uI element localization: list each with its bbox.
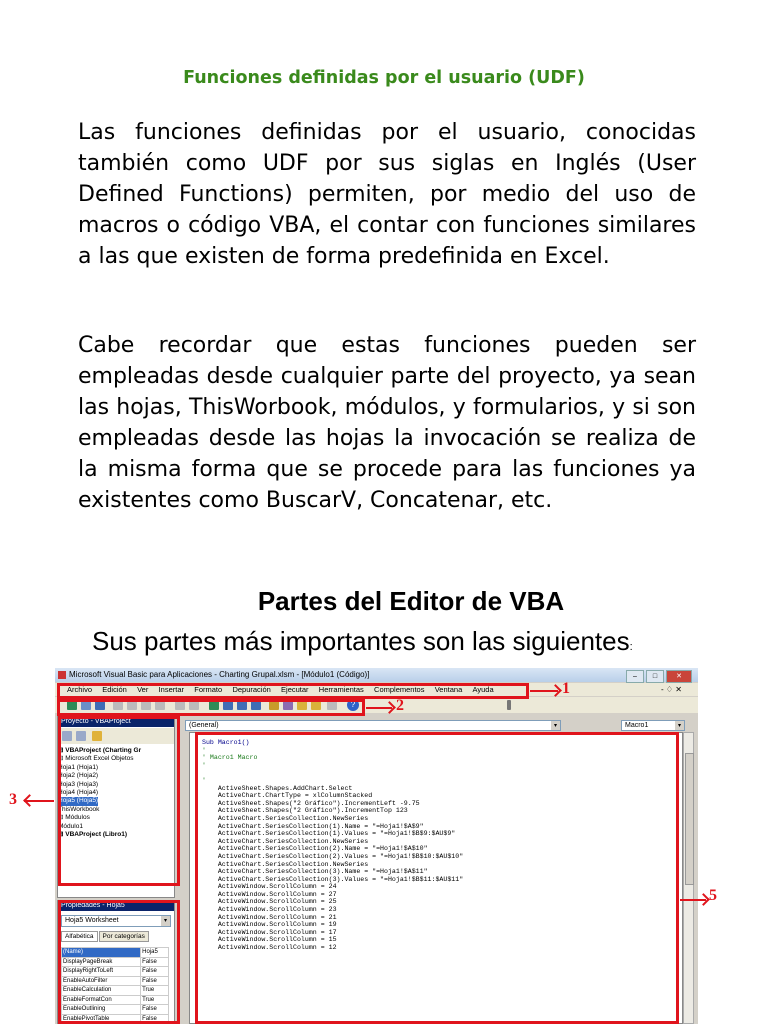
cursor-position-icon (507, 700, 511, 710)
tree-item: ⊟ Módulos (58, 814, 90, 822)
code-line: ActiveChart.SeriesCollection(3).Name = "=Hoja1!$A$11" (202, 868, 428, 876)
section-subtitle (92, 626, 633, 657)
prop-value: Hoja5 (141, 948, 169, 958)
callout-number-3: 3 (9, 791, 17, 808)
section-title: Partes del Editor de VBA (257, 586, 565, 616)
code-line: ActiveChart.SeriesCollection(2).Values = "=Hoja1!$B$10:$AU$10" (202, 852, 464, 860)
code-line: ActiveChart.SeriesCollection(1).Name = "=Hoja1!$A$9" (202, 822, 424, 830)
procedure-combo (621, 720, 685, 731)
window-title: Microsoft Visual Basic para Aplicaciones - Charting Grupal.xlsm - [Módulo1 (Código)] (69, 670, 370, 679)
project-pane-title: Proyecto - VBAProject (58, 717, 174, 727)
scrollbar-thumb (685, 753, 694, 885)
code-line: ActiveChart.SeriesCollection(2).Name = "=Hoja1!$A$10" (202, 845, 428, 853)
general-combo (185, 720, 561, 731)
minimize-icon: – (626, 670, 644, 683)
props-pane-title: Propiedades - Hoja5 (58, 901, 174, 911)
prop-name: DisplayRightToLeft (62, 967, 141, 977)
menu-ver: Ver (137, 685, 149, 694)
callout-arrowhead-3 (23, 794, 36, 807)
code-line: ActiveChart.SeriesCollection.NewSeries (202, 837, 369, 845)
tree-item: ⊞ VBAProject (Libro1) (58, 831, 128, 839)
prop-value: False (141, 1014, 169, 1024)
code-line: ActiveWindow.ScrollColumn = 25 (202, 898, 337, 906)
code-line: ActiveWindow.ScrollColumn = 15 (202, 936, 337, 944)
vba-app-icon (58, 671, 66, 679)
menu-ventana: Ventana (434, 685, 463, 694)
code-line: ActiveSheet.Shapes("2 Gráfico").IncrementTop 123 (202, 807, 408, 815)
tab-por-categorias: Por categorías (99, 931, 149, 942)
callout-number-5: 5 (709, 887, 717, 904)
code-line: ActiveSheet.Shapes.AddChart.Select (202, 784, 353, 792)
maximize-icon: □ (646, 670, 664, 683)
prop-value: False (141, 1005, 169, 1015)
code-scrollbar (683, 732, 694, 1024)
subtitle-text: Sus partes más importantes son las siguientes (92, 626, 630, 656)
window-controls (624, 669, 692, 683)
prop-name: EnablePivotTable (62, 1014, 141, 1024)
menu-insertar: Insertar (158, 685, 185, 694)
tree-item: ⊟ VBAProject (Charting Gr (58, 747, 142, 754)
tab-alfabetica: Alfabética (61, 931, 98, 942)
code-line: ActiveChart.SeriesCollection.NewSeries (202, 860, 369, 868)
prop-value: False (141, 976, 169, 986)
code-line: ActiveWindow.ScrollColumn = 23 (202, 906, 337, 914)
vba-editor-screenshot (55, 668, 698, 1024)
tree-item-selected: Hoja5 (Hoja5) (58, 797, 99, 805)
prop-name: EnableCalculation (62, 986, 141, 996)
prop-name: EnableAutoFilter (62, 976, 141, 986)
prop-name: (Name) (62, 948, 141, 958)
code-line: ActiveWindow.ScrollColumn = 27 (202, 890, 337, 898)
paragraph-intro: Las funciones definidas por el usuario, conocidas también como UDF por sus siglas en Inglés (User Defined Functions) permiten, por medio del uso de macros o código VBA, el contar con funciones similares a las que existen de forma predefinida en Excel. (78, 120, 696, 269)
code-line: ActiveWindow.ScrollColumn = 21 (202, 913, 337, 921)
callout-box-menu (57, 683, 529, 699)
code-line: ActiveSheet.Shapes("2 Gráfico").IncrementLeft -9.75 (202, 799, 420, 807)
close-icon: ✕ (666, 670, 692, 683)
code-line: ActiveChart.SeriesCollection(1).Values = "=Hoja1!$B$9:$AU$9" (202, 830, 456, 838)
paragraph-usage: Cabe recordar que estas funciones pueden ser empleadas desde cualquier parte del proyecto, ya sean las hojas, ThisWorbook, módulos, y formularios, y si son empleadas desde las hojas la invocación se realiza de la misma forma que se procede para las funciones ya existentes como BuscarV, Concatenar, etc. (78, 333, 696, 513)
general-combo-value: (General) (189, 722, 219, 729)
document-heading: Funciones definidas por el usuario (UDF) (183, 68, 585, 88)
code-line: ActiveWindow.ScrollColumn = 24 (202, 883, 337, 891)
tree-item: ⊟ Microsoft Excel Objetos (58, 755, 134, 763)
menu-depuracion: Depuración (232, 685, 271, 694)
prop-name: DisplayPageBreak (62, 957, 141, 967)
callout-box-toolbar (57, 699, 365, 716)
tree-item: Hoja3 (Hoja3) (58, 780, 99, 788)
chevron-down-icon: ▾ (675, 721, 684, 730)
callout-box-project (58, 716, 180, 886)
code-line: ' (202, 761, 206, 769)
prop-value: True (141, 995, 169, 1005)
callout-box-properties (58, 900, 180, 1024)
code-line: Sub Macro1() (202, 739, 250, 746)
menu-complementos: Complementos (374, 685, 425, 694)
code-line: ActiveChart.SeriesCollection.NewSeries (202, 814, 369, 822)
prop-name: EnableFormatCon (62, 995, 141, 1005)
code-line: ' (202, 776, 206, 784)
menu-formato: Formato (194, 685, 223, 694)
callout-arrowhead-5 (697, 893, 710, 906)
code-line: ' Macro1 Macro (202, 754, 258, 762)
callout-box-code (195, 732, 679, 1024)
tree-item: Módulo1 (58, 822, 83, 830)
menu-edicion: Edición (102, 685, 127, 694)
chevron-down-icon: ▾ (161, 916, 170, 926)
menu-archivo: Archivo (67, 685, 93, 694)
menu-ejecutar: Ejecutar (281, 685, 309, 694)
prop-name: EnableOutlining (62, 1005, 141, 1015)
help-icon: ? (347, 699, 359, 711)
mdi-controls: - ♢ ✕ (661, 685, 682, 694)
props-object-value: Hoja5 Worksheet (65, 917, 119, 924)
prop-value: False (141, 967, 169, 977)
subtitle-colon: : (629, 641, 633, 653)
prop-value: True (141, 986, 169, 996)
menu-herramientas: Herramientas (318, 685, 364, 694)
callout-number-2: 2 (396, 697, 404, 714)
code-line: ActiveWindow.ScrollColumn = 19 (202, 921, 337, 929)
code-line: ActiveWindow.ScrollColumn = 17 (202, 928, 337, 936)
code-line: ' (202, 746, 206, 754)
code-line: ActiveWindow.ScrollColumn = 12 (202, 944, 337, 952)
menu-ayuda: Ayuda (472, 685, 494, 694)
tree-item: Hoja1 (Hoja1) (58, 763, 99, 771)
tree-item: ThisWorkbook (58, 805, 100, 813)
code-line: ActiveChart.ChartType = xlColumnStacked (202, 792, 373, 800)
chevron-down-icon: ▾ (551, 721, 560, 730)
prop-value: False (141, 957, 169, 967)
callout-number-1: 1 (562, 680, 570, 697)
tree-item: Hoja4 (Hoja4) (58, 789, 99, 797)
procedure-combo-value: Macro1 (625, 722, 649, 729)
window-titlebar (55, 668, 698, 682)
code-line: ActiveChart.SeriesCollection(3).Values = "=Hoja1!$B$11:$AU$11" (202, 875, 464, 883)
tree-item: Hoja2 (Hoja2) (58, 772, 99, 780)
